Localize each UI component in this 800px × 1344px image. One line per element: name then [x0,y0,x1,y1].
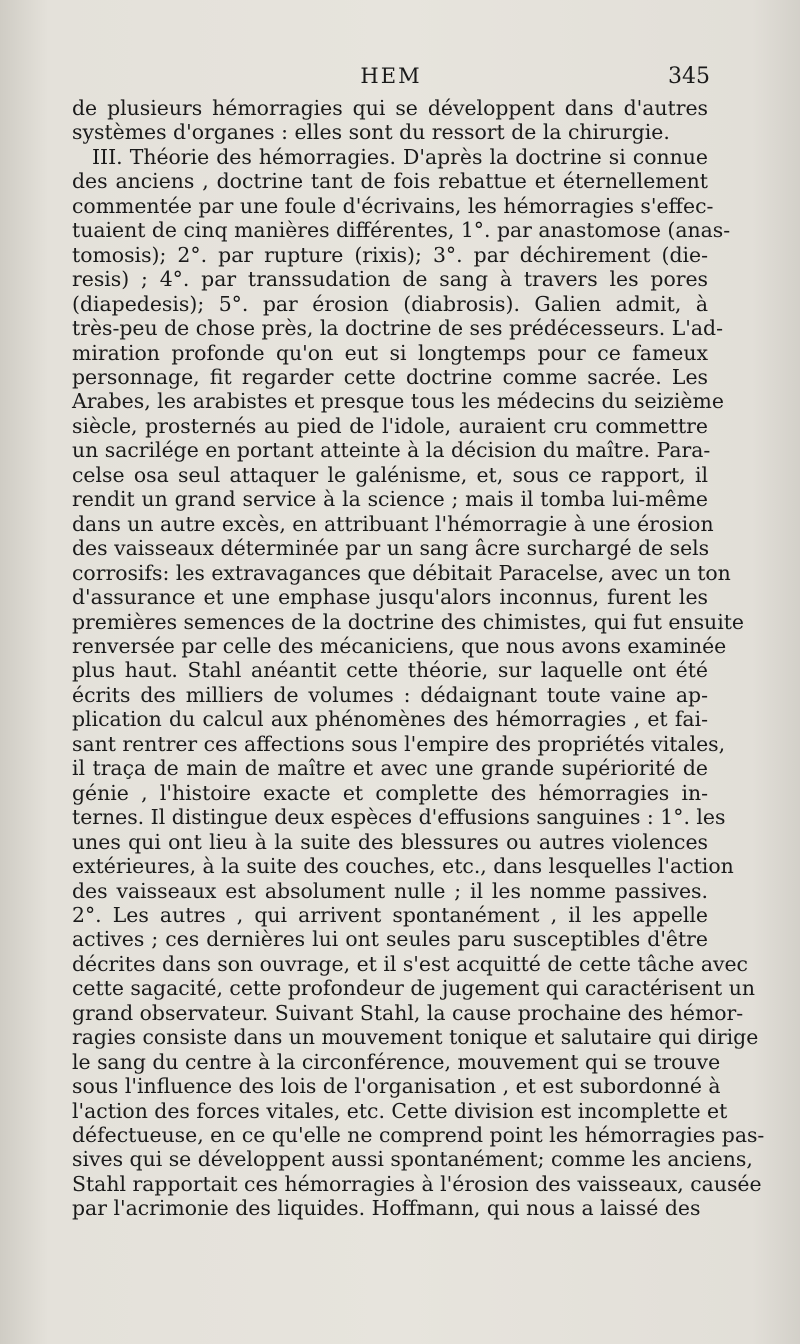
text-line: décrites dans son ouvrage, et il s'est acquitté de cette tâche avec [72,951,748,976]
text-line: d'assurance et une emphase jusqu'alors inconnus, furent les [72,585,708,610]
text-line: unes qui ont lieu à la suite des blessures ou autres violences [72,829,708,854]
text-line: ragies consiste dans un mouvement tonique et salutaire qui dirige [72,1025,759,1050]
text-line: siècle, prosternés au pied de l'idole, auraient cru commettre [72,413,708,438]
text-line: rendit un grand service à la science ; mais il tomba lui-même [72,487,708,512]
text-line: des vaisseaux est absolument nulle ; il les nomme passives. [72,878,708,903]
text-line: défectueuse, en ce qu'elle ne comprend point les hémorragies pas- [72,1123,765,1148]
text-line: ternes. Il distingue deux espèces d'effusions sanguines : 1°. les [72,805,726,830]
text-line: sous l'influence des lois de l'organisation , et est subordonné à [72,1074,721,1099]
text-line: sant rentrer ces affections sous l'empire des propriétés vitales, [72,731,726,756]
text-line: un sacrilége en portant atteinte à la décision du maître. Para- [72,438,711,463]
text-line: corrosifs: les extravagances que débitait Paracelse, avec un ton [72,560,731,585]
text-line: écrits des milliers de volumes : dédaignant toute vaine ap- [72,682,708,707]
text-line: plication du calcul aux phénomènes des hémorragies , et fai- [72,707,708,732]
text-line: de plusieurs hémorragies qui se développent dans d'autres [72,96,708,120]
text-line: celse osa seul attaquer le galénisme, et, sous ce rapport, il [72,462,708,487]
text-line: extérieures, à la suite des couches, etc., dans lesquelles l'action [72,854,734,879]
text-line: systèmes d'organes : elles sont du ressort de la chirurgie. [72,120,670,145]
text-line: tomosis); 2°. par rupture (rixis); 3°. par déchirement (die- [72,242,708,267]
text-line: grand observateur. Suivant Stahl, la cause prochaine des hémor- [72,1000,744,1025]
text-line: 2°. Les autres , qui arrivent spontanément , il les appelle [72,902,708,927]
text-line: génie , l'histoire exacte et complette des hémorragies in- [72,780,708,805]
text-line: par l'acrimonie des liquides. Hoffmann, qui nous a laissé des [72,1196,701,1221]
text-line: premières semences de la doctrine des chimistes, qui fut ensuite [72,609,744,634]
text-line: des anciens , doctrine tant de fois rebattue et éternellement [72,169,708,194]
text-line: III. Théorie des hémorragies. D'après la doctrine si connue [92,144,708,169]
text-line: cette sagacité, cette profondeur de jugement qui caractérisent un [72,976,755,1001]
text-line: le sang du centre à la circonférence, mouvement qui se trouve [72,1049,721,1074]
text-line: plus haut. Stahl anéantit cette théorie, sur laquelle ont été [72,658,708,683]
text-line: très-peu de chose près, la doctrine de ses prédécesseurs. L'ad- [72,316,723,341]
running-head: HEM [360,64,422,88]
text-line: des vaisseaux déterminée par un sang âcre surchargé de sels [72,536,710,561]
text-line: miration profonde qu'on eut si longtemps pour ce fameux [72,340,708,365]
text-line: actives ; ces dernières lui ont seules paru susceptibles d'être [72,927,708,952]
text-line: l'action des forces vitales, etc. Cette division est incomplette et [72,1098,728,1123]
text-line: tuaient de cinq manières différentes, 1°. par anastomose (anas- [72,218,731,243]
text-line: dans un autre excès, en attribuant l'hémorragie à une érosion [72,511,714,536]
text-line: commentée par une foule d'écrivains, les hémorragies s'effec- [72,193,714,218]
text-line: sives qui se développent aussi spontanément; comme les anciens, [72,1147,753,1172]
text-line: resis) ; 4°. par transsudation de sang à travers les pores [72,267,708,292]
page-number: 345 [668,64,710,89]
text-line: Arabes, les arabistes et presque tous les médecins du seizième [72,389,724,414]
text-line: renversée par celle des mécaniciens, que nous avons examinée [72,633,727,658]
page-header [72,64,710,92]
text-line: (diapedesis); 5°. par érosion (diabrosis). Galien admit, à [72,291,708,316]
text-line: Stahl rapportait ces hémorragies à l'érosion des vaisseaux, causée [72,1171,762,1196]
body-text [72,96,765,1221]
text-line: il traça de main de maître et avec une grande supériorité de [72,756,708,781]
text-line: personnage, fit regarder cette doctrine comme sacrée. Les [72,364,708,389]
